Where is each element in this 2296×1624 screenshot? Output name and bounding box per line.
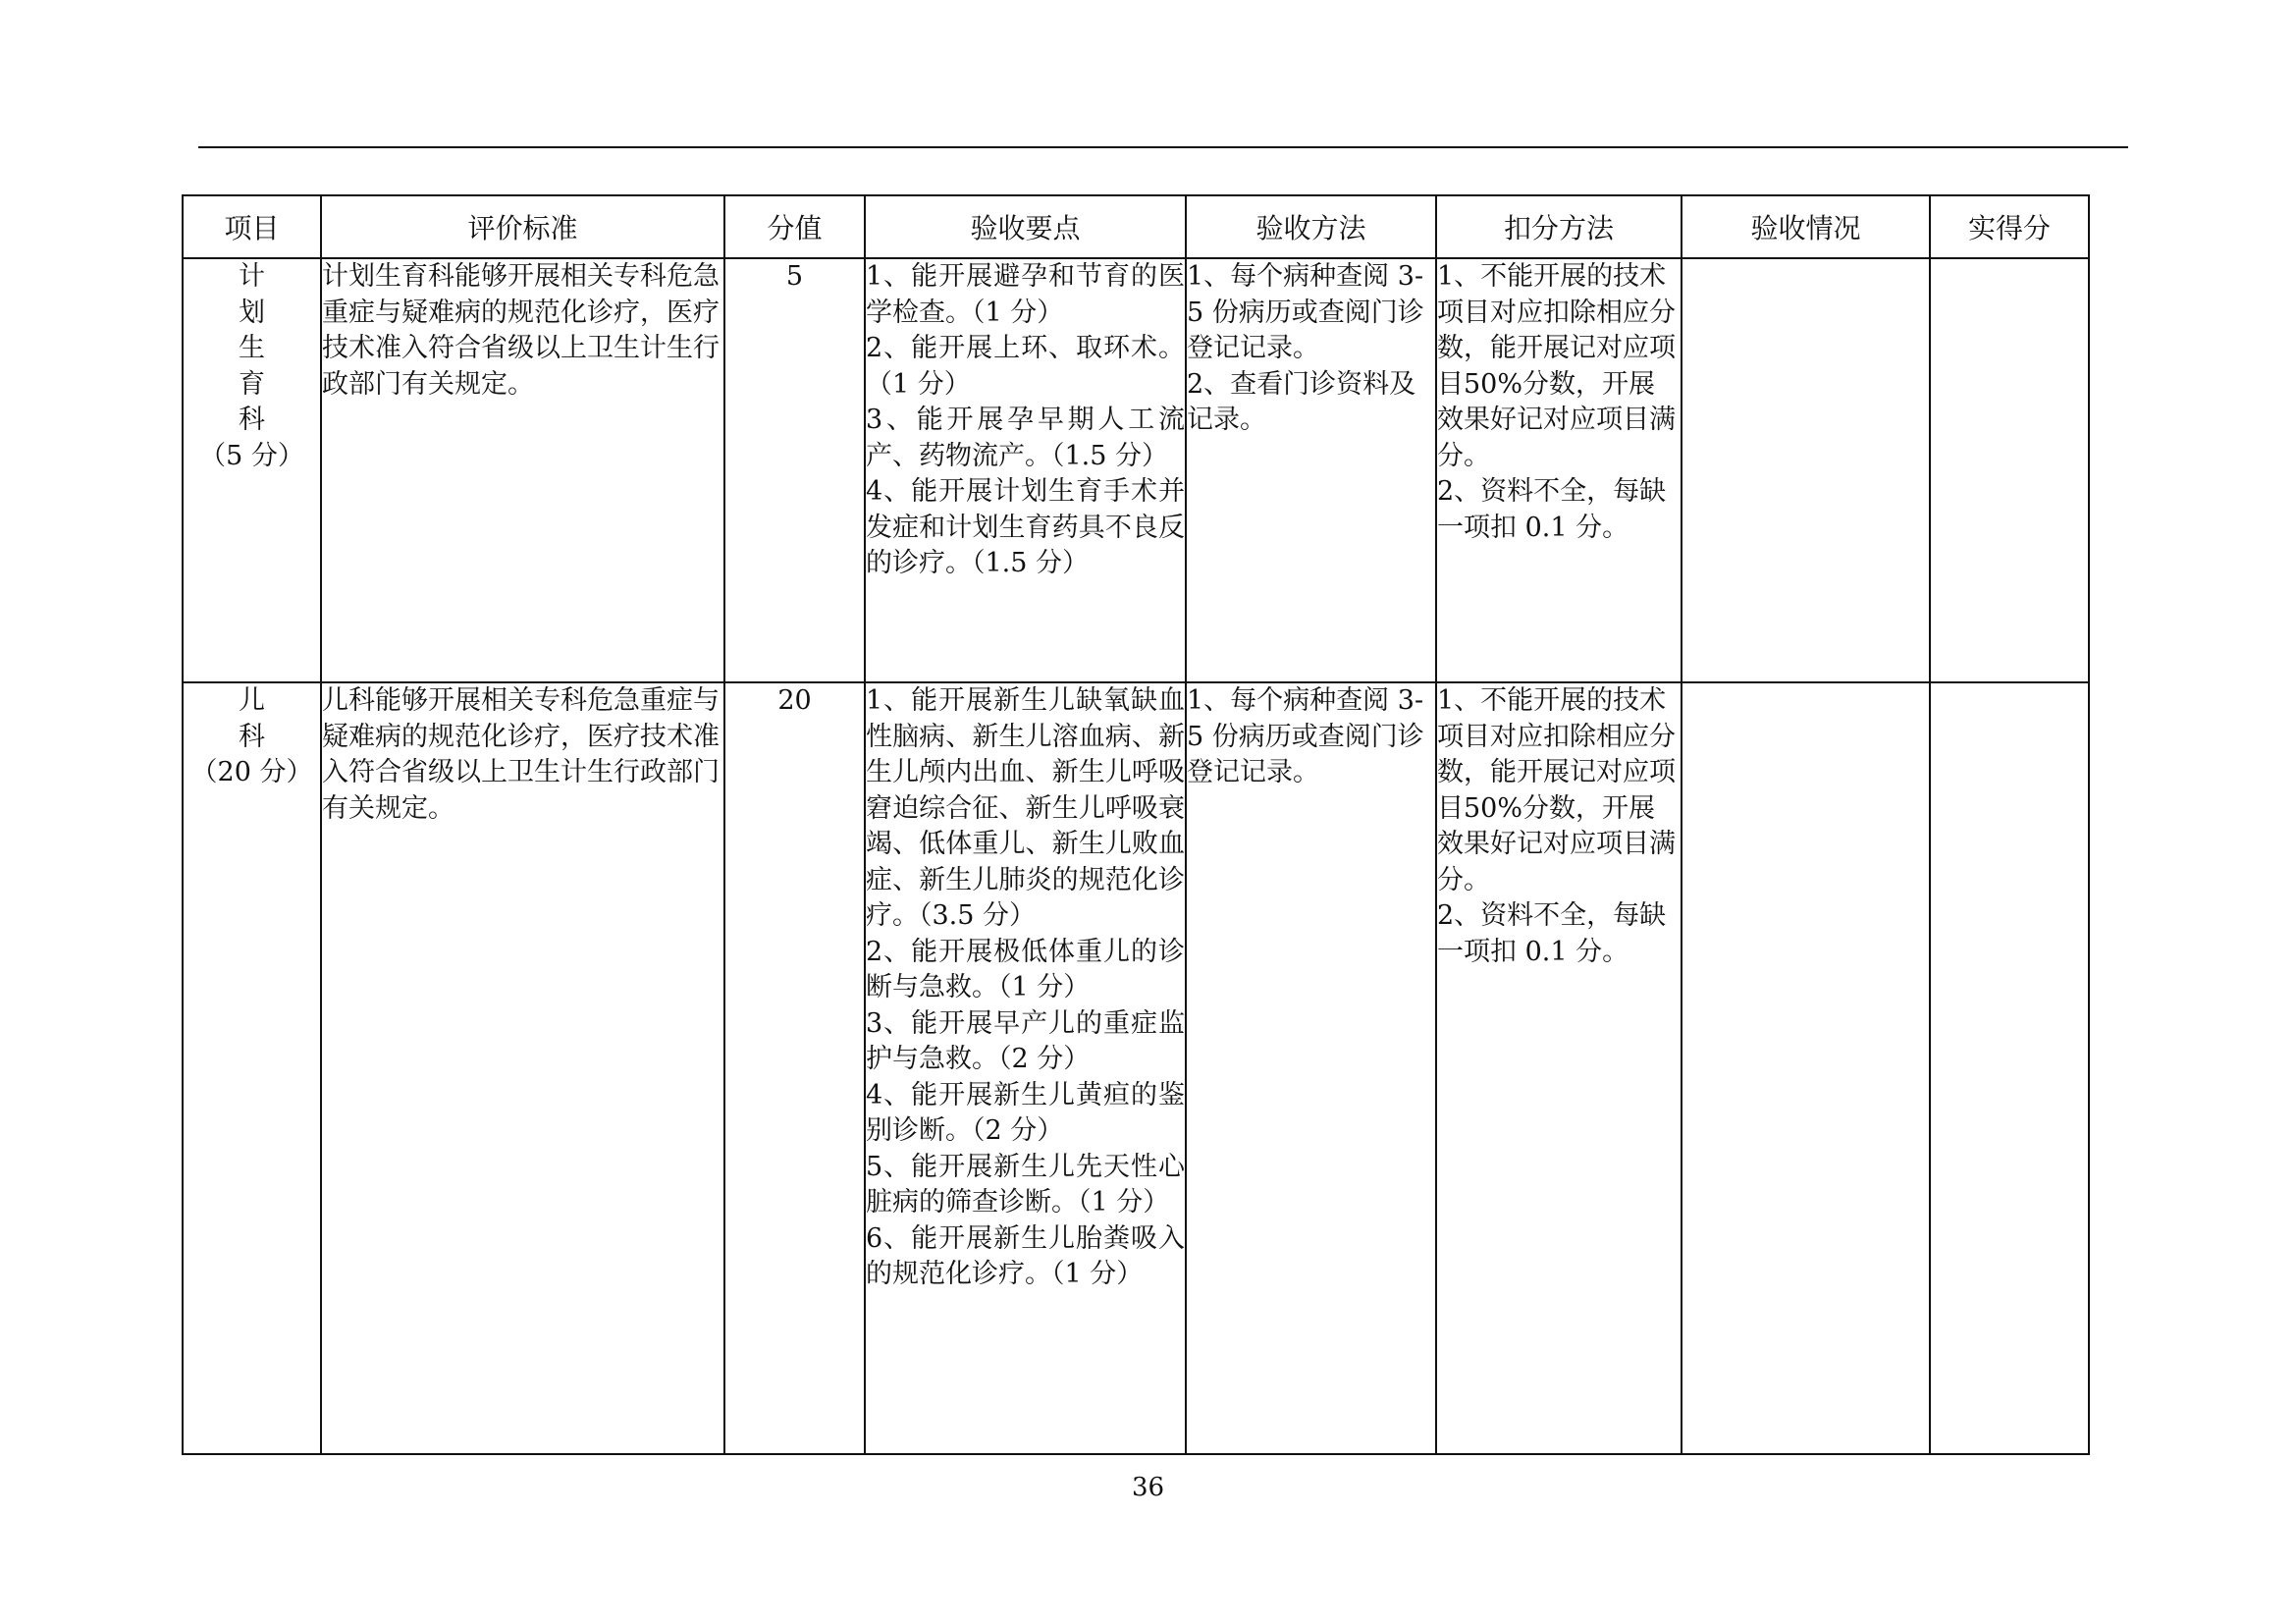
evaluation-table (182, 194, 2090, 1455)
project-points: （20 分） (190, 757, 313, 787)
project-char: 科 (239, 405, 265, 435)
project-points: （5 分） (199, 440, 304, 471)
method-item: 1、每个病种查阅 3-5 份病历或查阅门诊登记记录。 (1187, 685, 1424, 787)
deduction-item: 1、不能开展的技术项目对应扣除相应分数，能开展记对应项目50%分数，开展效果好记对应项目满分。 (1437, 261, 1676, 471)
point-item: 3、能开展早产儿的重症监护与急救。（2 分） (866, 1007, 1185, 1074)
header-actual-score: 实得分 (1930, 195, 2089, 258)
page-number: 36 (1131, 1473, 1165, 1502)
table-row-family-planning (183, 258, 2089, 682)
point-item: 4、能开展新生儿黄疸的鉴别诊断。（2 分） (866, 1079, 1185, 1146)
status-cell[interactable] (1682, 682, 1930, 1454)
table-row-pediatrics (183, 682, 2089, 1454)
point-item: 6、能开展新生儿胎粪吸入的规范化诊疗。（1 分） (866, 1222, 1185, 1289)
project-char: 育 (239, 368, 265, 400)
header-points: 验收要点 (865, 195, 1186, 258)
actual-score-cell[interactable] (1930, 682, 2089, 1454)
project-cell (183, 682, 321, 1454)
project-char: 科 (239, 721, 265, 752)
point-item: 2、能开展上环、取环术。（1 分） (866, 333, 1185, 400)
status-cell[interactable] (1682, 258, 1930, 682)
project-char: 计 (239, 261, 265, 292)
point-item: 4、能开展计划生育手术并发症和计划生育药具不良反的诊疗。（1.5 分） (866, 476, 1185, 578)
deduction-item: 2、资料不全，每缺一项扣 0.1 分。 (1437, 476, 1667, 543)
header-criteria: 评价标准 (321, 195, 724, 258)
point-item: 5、能开展新生儿先天性心脏病的筛查诊断。（1 分） (866, 1151, 1185, 1218)
table-header-row (183, 195, 2089, 258)
criteria-cell: 儿科能够开展相关专科危急重症与疑难病的规范化诊疗，医疗技术准入符合省级以上卫生计生行政部门有关规定。 (321, 682, 724, 1454)
project-char: 划 (239, 297, 265, 328)
score-cell: 5 (724, 258, 865, 682)
point-item: 2、能开展极低体重儿的诊断与急救。（1 分） (866, 936, 1185, 1002)
project-char: 生 (239, 333, 265, 363)
score-cell: 20 (724, 682, 865, 1454)
criteria-cell: 计划生育科能够开展相关专科危急重症与疑难病的规范化诊疗，医疗技术准入符合省级以上卫生计生行政部门有关规定。 (321, 258, 724, 682)
points-cell (865, 258, 1186, 682)
header-rule (198, 146, 2128, 148)
point-item: 1、能开展新生儿缺氧缺血性脑病、新生儿溶血病、新生儿颅内出血、新生儿呼吸窘迫综合征、新生儿呼吸衰竭、低体重儿、新生儿败血症、新生儿肺炎的规范化诊疗。（3.5 分） (866, 685, 1185, 931)
deduction-item: 1、不能开展的技术项目对应扣除相应分数，能开展记对应项目50%分数，开展效果好记对应项目满分。 (1437, 685, 1676, 895)
deduction-cell (1436, 682, 1682, 1454)
header-status: 验收情况 (1682, 195, 1930, 258)
deduction-cell (1436, 258, 1682, 682)
header-project: 项目 (183, 195, 321, 258)
point-item: 3、能开展孕早期人工流产、药物流产。（1.5 分） (866, 405, 1185, 471)
method-item: 2、查看门诊资料及记录。 (1187, 368, 1416, 435)
header-score: 分值 (724, 195, 865, 258)
method-item: 1、每个病种查阅 3-5 份病历或查阅门诊登记记录。 (1187, 261, 1424, 363)
points-cell (865, 682, 1186, 1454)
header-deduction: 扣分方法 (1436, 195, 1682, 258)
project-cell (183, 258, 321, 682)
actual-score-cell[interactable] (1930, 258, 2089, 682)
deduction-item: 2、资料不全，每缺一项扣 0.1 分。 (1437, 900, 1667, 967)
method-cell (1186, 682, 1436, 1454)
header-method: 验收方法 (1186, 195, 1436, 258)
method-cell (1186, 258, 1436, 682)
project-char: 儿 (239, 685, 265, 716)
point-item: 1、能开展避孕和节育的医学检查。（1 分） (866, 261, 1185, 328)
